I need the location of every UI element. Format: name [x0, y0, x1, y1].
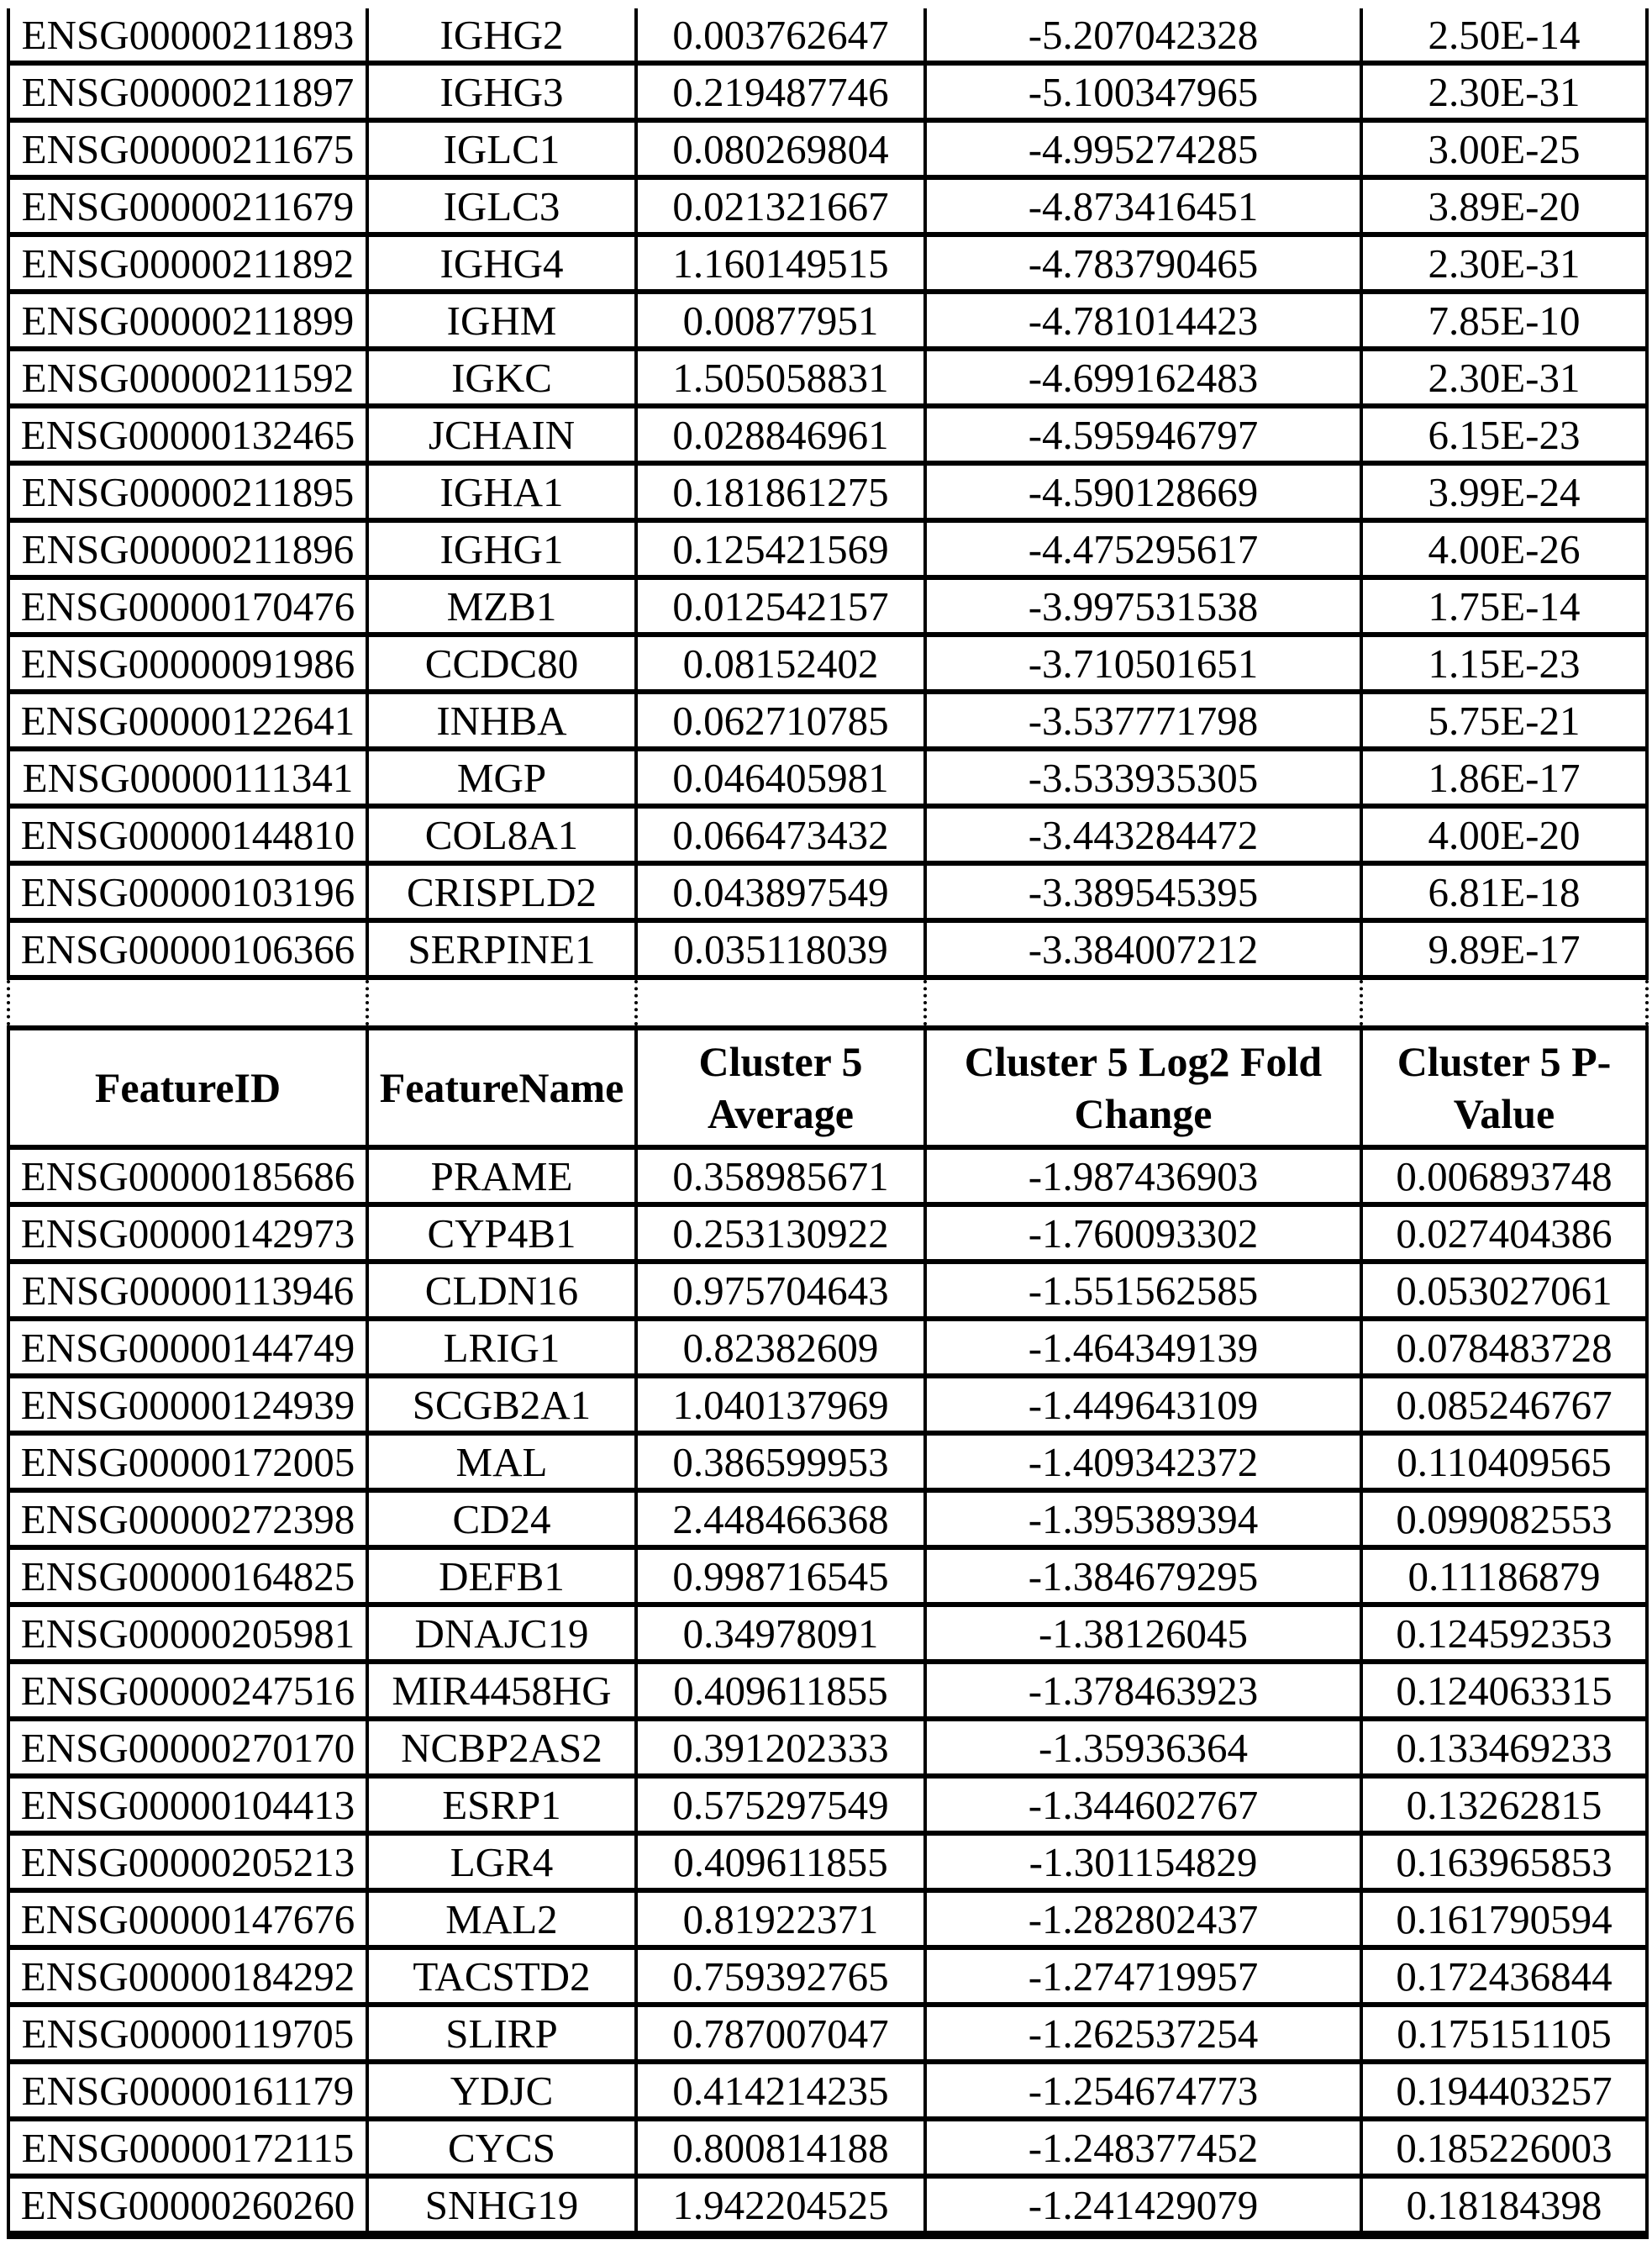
average-cell: 0.998716545 — [636, 1547, 925, 1605]
p-value-cell: 3.89E-20 — [1361, 177, 1647, 235]
feature-id-cell: ENSG00000211896 — [8, 520, 367, 577]
average-cell: 0.08152402 — [636, 635, 925, 692]
table-row — [8, 1147, 1647, 1204]
feature-name-cell: SERPINE1 — [367, 920, 636, 978]
p-value-cell: 0.18184398 — [1361, 2176, 1647, 2235]
p-value-cell: 0.172436844 — [1361, 1947, 1647, 2005]
feature-name-cell: IGLC3 — [367, 177, 636, 235]
log2-fold-change-cell: -4.595946797 — [925, 406, 1361, 463]
p-value-cell: 1.15E-23 — [1361, 635, 1647, 692]
p-value-cell: 2.30E-31 — [1361, 235, 1647, 292]
log2-fold-change-cell: -4.995274285 — [925, 120, 1361, 177]
p-value-cell: 5.75E-21 — [1361, 692, 1647, 749]
feature-id-cell: ENSG00000211592 — [8, 349, 367, 406]
log2-fold-change-cell: -4.475295617 — [925, 520, 1361, 577]
log2-fold-change-cell: -3.710501651 — [925, 635, 1361, 692]
average-cell: 1.040137969 — [636, 1376, 925, 1433]
table-row — [8, 235, 1647, 292]
table-row — [8, 1947, 1647, 2005]
p-value-cell: 0.085246767 — [1361, 1376, 1647, 1433]
table-row — [8, 2062, 1647, 2119]
average-cell: 0.575297549 — [636, 1776, 925, 1833]
log2-fold-change-cell: -1.760093302 — [925, 1204, 1361, 1262]
average-cell: 0.035118039 — [636, 920, 925, 978]
log2-fold-change-cell: -4.873416451 — [925, 177, 1361, 235]
log2-fold-change-cell: -1.35936364 — [925, 1719, 1361, 1776]
log2-fold-change-cell: -3.997531538 — [925, 577, 1361, 635]
p-value-cell: 0.110409565 — [1361, 1433, 1647, 1490]
log2-fold-change-cell: -1.384679295 — [925, 1547, 1361, 1605]
p-value-cell: 1.75E-14 — [1361, 577, 1647, 635]
log2-fold-change-cell: -1.395389394 — [925, 1490, 1361, 1547]
log2-fold-change-cell: -4.699162483 — [925, 349, 1361, 406]
average-cell: 0.409611855 — [636, 1833, 925, 1890]
feature-name-header: FeatureName — [367, 1028, 636, 1147]
separator-cell — [8, 978, 367, 1028]
feature-id-cell: ENSG00000142973 — [8, 1204, 367, 1262]
p-value-cell: 9.89E-17 — [1361, 920, 1647, 978]
average-cell: 0.358985671 — [636, 1147, 925, 1204]
feature-id-cell: ENSG00000211895 — [8, 463, 367, 520]
table-row — [8, 1319, 1647, 1376]
table-separator — [8, 978, 1647, 1028]
log2-fold-change-cell: -4.590128669 — [925, 463, 1361, 520]
table-row — [8, 1204, 1647, 1262]
separator-cell — [367, 978, 636, 1028]
average-cell: 1.505058831 — [636, 349, 925, 406]
p-value-cell: 7.85E-10 — [1361, 292, 1647, 349]
feature-name-cell: CRISPLD2 — [367, 863, 636, 920]
p-value-cell: 0.163965853 — [1361, 1833, 1647, 1890]
feature-id-cell: ENSG00000184292 — [8, 1947, 367, 2005]
p-value-cell: 0.027404386 — [1361, 1204, 1647, 1262]
table-row — [8, 806, 1647, 863]
feature-id-cell: ENSG00000103196 — [8, 863, 367, 920]
feature-id-cell: ENSG00000111341 — [8, 749, 367, 806]
table2-header — [8, 1028, 1647, 1147]
average-cell: 0.759392765 — [636, 1947, 925, 2005]
separator-row — [8, 978, 1647, 1028]
table-row — [8, 120, 1647, 177]
feature-id-cell: ENSG00000185686 — [8, 1147, 367, 1204]
feature-name-cell: IGLC1 — [367, 120, 636, 177]
feature-name-cell: MGP — [367, 749, 636, 806]
p-value-cell: 3.99E-24 — [1361, 463, 1647, 520]
table-row — [8, 1833, 1647, 1890]
p-value-cell: 3.00E-25 — [1361, 120, 1647, 177]
feature-name-cell: CYCS — [367, 2119, 636, 2176]
log2-fold-change-cell: -1.38126045 — [925, 1605, 1361, 1662]
separator-cell — [925, 978, 1361, 1028]
feature-name-cell: TACSTD2 — [367, 1947, 636, 2005]
p-value-cell: 0.124063315 — [1361, 1662, 1647, 1719]
p-value-cell: 4.00E-26 — [1361, 520, 1647, 577]
average-cell: 0.409611855 — [636, 1662, 925, 1719]
average-cell: 1.942204525 — [636, 2176, 925, 2235]
p-value-cell: 2.50E-14 — [1361, 8, 1647, 63]
table-row — [8, 177, 1647, 235]
table-row — [8, 635, 1647, 692]
log2-fold-change-cell: -1.551562585 — [925, 1262, 1361, 1319]
p-value-cell: 0.194403257 — [1361, 2062, 1647, 2119]
average-cell: 0.82382609 — [636, 1319, 925, 1376]
average-cell: 0.028846961 — [636, 406, 925, 463]
average-cell: 0.219487746 — [636, 63, 925, 120]
feature-name-cell: LGR4 — [367, 1833, 636, 1890]
feature-id-cell: ENSG00000091986 — [8, 635, 367, 692]
log2-fold-change-cell: -1.409342372 — [925, 1433, 1361, 1490]
average-cell: 0.046405981 — [636, 749, 925, 806]
feature-id-header: FeatureID — [8, 1028, 367, 1147]
table-row — [8, 1262, 1647, 1319]
average-cell: 0.003762647 — [636, 8, 925, 63]
average-cell: 0.125421569 — [636, 520, 925, 577]
table-row — [8, 1776, 1647, 1833]
feature-name-cell: SNHG19 — [367, 2176, 636, 2235]
p-value-cell: 0.099082553 — [1361, 1490, 1647, 1547]
feature-name-cell: NCBP2AS2 — [367, 1719, 636, 1776]
average-cell: 0.066473432 — [636, 806, 925, 863]
feature-name-cell: SLIRP — [367, 2005, 636, 2062]
table-row — [8, 1719, 1647, 1776]
p-value-cell: 0.078483728 — [1361, 1319, 1647, 1376]
feature-id-cell: ENSG00000205213 — [8, 1833, 367, 1890]
average-cell: 0.81922371 — [636, 1890, 925, 1947]
feature-name-cell: LRIG1 — [367, 1319, 636, 1376]
p-value-cell: 6.15E-23 — [1361, 406, 1647, 463]
feature-name-cell: DNAJC19 — [367, 1605, 636, 1662]
feature-name-cell: CD24 — [367, 1490, 636, 1547]
table-row — [8, 292, 1647, 349]
feature-name-cell: MAL — [367, 1433, 636, 1490]
average-cell: 0.800814188 — [636, 2119, 925, 2176]
table-row — [8, 63, 1647, 120]
log2-fold-change-cell: -1.241429079 — [925, 2176, 1361, 2235]
feature-name-cell: ESRP1 — [367, 1776, 636, 1833]
feature-id-cell: ENSG00000211892 — [8, 235, 367, 292]
feature-name-cell: MZB1 — [367, 577, 636, 635]
average-cell: 0.00877951 — [636, 292, 925, 349]
table-row — [8, 1547, 1647, 1605]
feature-id-cell: ENSG00000172115 — [8, 2119, 367, 2176]
feature-name-cell: IGHG4 — [367, 235, 636, 292]
table-row — [8, 577, 1647, 635]
log2-fold-change-cell: -4.783790465 — [925, 235, 1361, 292]
feature-name-cell: CYP4B1 — [367, 1204, 636, 1262]
feature-id-cell: ENSG00000211893 — [8, 8, 367, 63]
table-row — [8, 920, 1647, 978]
table-row — [8, 349, 1647, 406]
log2-fold-change-cell: -5.100347965 — [925, 63, 1361, 120]
log2-fold-change-cell: -1.378463923 — [925, 1662, 1361, 1719]
table-row — [8, 463, 1647, 520]
header-row — [8, 1028, 1647, 1147]
feature-id-cell: ENSG00000144810 — [8, 806, 367, 863]
p-value-cell: 0.006893748 — [1361, 1147, 1647, 1204]
table-row — [8, 8, 1647, 63]
table-row — [8, 692, 1647, 749]
feature-id-cell: ENSG00000124939 — [8, 1376, 367, 1433]
average-cell: 0.181861275 — [636, 463, 925, 520]
feature-name-cell: PRAME — [367, 1147, 636, 1204]
average-cell: 0.253130922 — [636, 1204, 925, 1262]
log2-fold-change-cell: -1.248377452 — [925, 2119, 1361, 2176]
table-row — [8, 520, 1647, 577]
feature-name-cell: MAL2 — [367, 1890, 636, 1947]
feature-id-cell: ENSG00000172005 — [8, 1433, 367, 1490]
log2-fold-change-cell: -3.443284472 — [925, 806, 1361, 863]
table-row — [8, 2176, 1647, 2235]
feature-id-cell: ENSG00000164825 — [8, 1547, 367, 1605]
average-cell: 1.160149515 — [636, 235, 925, 292]
log2-fold-change-cell: -3.537771798 — [925, 692, 1361, 749]
feature-name-cell: CLDN16 — [367, 1262, 636, 1319]
p-value-cell: 0.13262815 — [1361, 1776, 1647, 1833]
feature-id-cell: ENSG00000170476 — [8, 577, 367, 635]
log2-fold-change-cell: -1.282802437 — [925, 1890, 1361, 1947]
feature-name-cell: IGHG2 — [367, 8, 636, 63]
average-cell: 0.787007047 — [636, 2005, 925, 2062]
feature-name-cell: INHBA — [367, 692, 636, 749]
log2-fold-change-cell: -1.274719957 — [925, 1947, 1361, 2005]
log2-fold-change-cell: -3.389545395 — [925, 863, 1361, 920]
table-row — [8, 1605, 1647, 1662]
feature-name-cell: COL8A1 — [367, 806, 636, 863]
average-cell: 2.448466368 — [636, 1490, 925, 1547]
average-cell: 0.062710785 — [636, 692, 925, 749]
feature-id-cell: ENSG00000132465 — [8, 406, 367, 463]
feature-id-cell: ENSG00000106366 — [8, 920, 367, 978]
log2-fold-change-cell: -1.344602767 — [925, 1776, 1361, 1833]
p-value-cell: 0.161790594 — [1361, 1890, 1647, 1947]
feature-id-cell: ENSG00000260260 — [8, 2176, 367, 2235]
table-row — [8, 749, 1647, 806]
table-row — [8, 1662, 1647, 1719]
p-value-cell: 0.053027061 — [1361, 1262, 1647, 1319]
table-row — [8, 1433, 1647, 1490]
table2-body — [8, 1147, 1647, 2235]
feature-id-cell: ENSG00000104413 — [8, 1776, 367, 1833]
feature-id-cell: ENSG00000113946 — [8, 1262, 367, 1319]
feature-id-cell: ENSG00000205981 — [8, 1605, 367, 1662]
log2-fold-change-cell: -1.464349139 — [925, 1319, 1361, 1376]
average-cell: 0.391202333 — [636, 1719, 925, 1776]
log2-fold-change-cell: -1.301154829 — [925, 1833, 1361, 1890]
feature-id-cell: ENSG00000144749 — [8, 1319, 367, 1376]
gene-expression-table — [7, 8, 1649, 2239]
p-value-cell: 4.00E-20 — [1361, 806, 1647, 863]
feature-id-cell: ENSG00000161179 — [8, 2062, 367, 2119]
cluster-p-value-header: Cluster 5 P-Value — [1361, 1028, 1647, 1147]
average-cell: 0.080269804 — [636, 120, 925, 177]
p-value-cell: 0.124592353 — [1361, 1605, 1647, 1662]
feature-id-cell: ENSG00000211897 — [8, 63, 367, 120]
p-value-cell: 0.185226003 — [1361, 2119, 1647, 2176]
table-row — [8, 2005, 1647, 2062]
log2-fold-change-cell: -1.449643109 — [925, 1376, 1361, 1433]
p-value-cell: 2.30E-31 — [1361, 63, 1647, 120]
separator-cell — [636, 978, 925, 1028]
average-cell: 0.012542157 — [636, 577, 925, 635]
feature-id-cell: ENSG00000147676 — [8, 1890, 367, 1947]
log2-fold-change-cell: -4.781014423 — [925, 292, 1361, 349]
feature-name-cell: IGHM — [367, 292, 636, 349]
p-value-cell: 6.81E-18 — [1361, 863, 1647, 920]
table-row — [8, 1490, 1647, 1547]
log2-fold-change-cell: -5.207042328 — [925, 8, 1361, 63]
feature-id-cell: ENSG00000122641 — [8, 692, 367, 749]
feature-name-cell: YDJC — [367, 2062, 636, 2119]
feature-id-cell: ENSG00000211899 — [8, 292, 367, 349]
average-cell: 0.975704643 — [636, 1262, 925, 1319]
feature-name-cell: IGHA1 — [367, 463, 636, 520]
average-cell: 0.021321667 — [636, 177, 925, 235]
p-value-cell: 0.11186879 — [1361, 1547, 1647, 1605]
feature-name-cell: MIR4458HG — [367, 1662, 636, 1719]
feature-id-cell: ENSG00000270170 — [8, 1719, 367, 1776]
feature-name-cell: IGHG3 — [367, 63, 636, 120]
cluster-log2-fold-change-header: Cluster 5 Log2 Fold Change — [925, 1028, 1361, 1147]
log2-fold-change-cell: -1.987436903 — [925, 1147, 1361, 1204]
p-value-cell: 2.30E-31 — [1361, 349, 1647, 406]
table1-body — [8, 8, 1647, 978]
log2-fold-change-cell: -3.384007212 — [925, 920, 1361, 978]
feature-name-cell: DEFB1 — [367, 1547, 636, 1605]
feature-name-cell: IGHG1 — [367, 520, 636, 577]
average-cell: 0.414214235 — [636, 2062, 925, 2119]
log2-fold-change-cell: -1.262537254 — [925, 2005, 1361, 2062]
average-cell: 0.386599953 — [636, 1433, 925, 1490]
table-row — [8, 1376, 1647, 1433]
table-row — [8, 1890, 1647, 1947]
feature-id-cell: ENSG00000211675 — [8, 120, 367, 177]
separator-cell — [1361, 978, 1647, 1028]
p-value-cell: 1.86E-17 — [1361, 749, 1647, 806]
average-cell: 0.043897549 — [636, 863, 925, 920]
feature-id-cell: ENSG00000272398 — [8, 1490, 367, 1547]
feature-name-cell: JCHAIN — [367, 406, 636, 463]
p-value-cell: 0.133469233 — [1361, 1719, 1647, 1776]
average-cell: 0.34978091 — [636, 1605, 925, 1662]
feature-id-cell: ENSG00000211679 — [8, 177, 367, 235]
log2-fold-change-cell: -1.254674773 — [925, 2062, 1361, 2119]
feature-name-cell: CCDC80 — [367, 635, 636, 692]
feature-id-cell: ENSG00000119705 — [8, 2005, 367, 2062]
feature-name-cell: IGKC — [367, 349, 636, 406]
cluster-average-header: Cluster 5 Average — [636, 1028, 925, 1147]
table-row — [8, 406, 1647, 463]
p-value-cell: 0.175151105 — [1361, 2005, 1647, 2062]
feature-name-cell: SCGB2A1 — [367, 1376, 636, 1433]
table-row — [8, 863, 1647, 920]
table-row — [8, 2119, 1647, 2176]
feature-id-cell: ENSG00000247516 — [8, 1662, 367, 1719]
log2-fold-change-cell: -3.533935305 — [925, 749, 1361, 806]
